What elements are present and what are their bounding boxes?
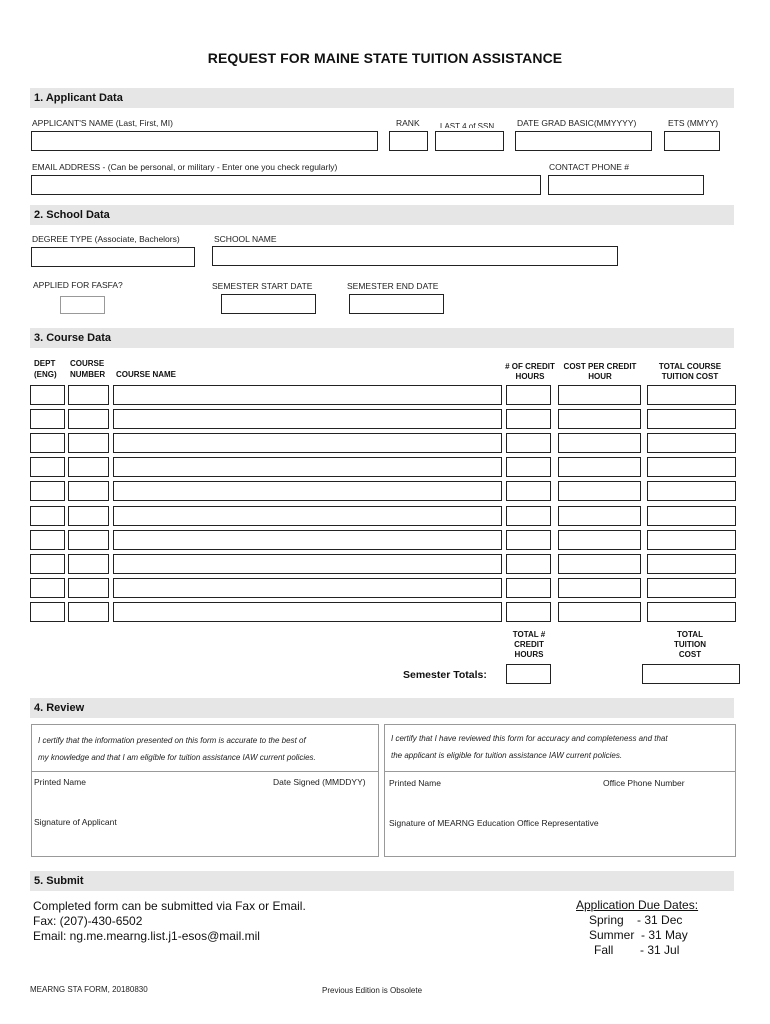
applicant-printed-name-label: Printed Name [34, 777, 86, 787]
applicant-name-label: APPLICANT'S NAME (Last, First, MI) [32, 118, 173, 128]
total-tuition-cost-label: TOTAL TUITION COST [674, 630, 706, 659]
school-label: SCHOOL NAME [214, 234, 277, 244]
total-course-cost-field[interactable] [647, 481, 736, 501]
course-name-field[interactable] [113, 385, 502, 405]
cost-per-credit-field[interactable] [558, 602, 641, 622]
course-name-field[interactable] [113, 506, 502, 526]
cost-per-credit-field[interactable] [558, 530, 641, 550]
total-credit-hours-label: TOTAL # CREDIT HOURS [512, 630, 546, 659]
course-name-field[interactable] [113, 481, 502, 501]
course-number-field[interactable] [68, 481, 109, 501]
course-number-field[interactable] [68, 385, 109, 405]
office-phone-label: Office Phone Number [603, 778, 685, 788]
credit-hours-field[interactable] [506, 530, 551, 550]
section-school-header: 2. School Data [30, 205, 734, 225]
dept-header: DEPT (ENG) [34, 359, 57, 379]
dept-field[interactable] [30, 578, 65, 598]
cost-per-credit-field[interactable] [558, 554, 641, 574]
fasfa-field[interactable] [60, 296, 105, 314]
submit-email: Email: ng.me.mearng.list.j1-esos@mail.mil [33, 929, 260, 943]
total-course-cost-field[interactable] [647, 457, 736, 477]
course-number-field[interactable] [68, 409, 109, 429]
school-field[interactable] [212, 246, 618, 266]
applicant-name-field[interactable] [31, 131, 378, 151]
fasfa-label: APPLIED FOR FASFA? [33, 280, 123, 290]
credit-hours-field[interactable] [506, 554, 551, 574]
credit-hours-field[interactable] [506, 506, 551, 526]
course-number-field[interactable] [68, 578, 109, 598]
degree-label: DEGREE TYPE (Associate, Bachelors) [32, 234, 180, 244]
office-certification-line2: the applicant is eligible for tuition assistance IAW current policies. [391, 751, 623, 760]
form-id: MEARNG STA FORM, 20180830 [30, 985, 148, 994]
credit-hours-field[interactable] [506, 409, 551, 429]
fax-number: Fax: (207)-430-6502 [33, 914, 143, 928]
course-number-field[interactable] [68, 530, 109, 550]
ssn-field[interactable] [435, 131, 504, 151]
cost-per-credit-field[interactable] [558, 433, 641, 453]
dept-field[interactable] [30, 506, 65, 526]
submit-instructions: Completed form can be submitted via Fax or Email. [33, 899, 306, 913]
course-number-header: COURSE NUMBER [70, 359, 106, 379]
office-review-panel [384, 724, 736, 857]
office-certification-line1: I certify that I have reviewed this form for accuracy and completeness and that [391, 734, 668, 743]
course-name-field[interactable] [113, 554, 502, 574]
dept-field[interactable] [30, 530, 65, 550]
dept-field[interactable] [30, 433, 65, 453]
cost-per-credit-header: COST PER CREDIT HOUR [563, 362, 637, 381]
phone-field[interactable] [548, 175, 704, 195]
semester-start-label: SEMESTER START DATE [212, 281, 313, 291]
credit-hours-field[interactable] [506, 457, 551, 477]
page-title: REQUEST FOR MAINE STATE TUITION ASSISTANCE [207, 50, 563, 66]
due-summer: Summer - 31 May [589, 928, 688, 942]
course-number-field[interactable] [68, 506, 109, 526]
degree-field[interactable] [31, 247, 195, 267]
due-fall: Fall - 31 Jul [594, 943, 680, 957]
total-course-cost-field[interactable] [647, 433, 736, 453]
applicant-certification-line1: I certify that the information presented on this form is accurate to the best of [38, 736, 306, 745]
dept-field[interactable] [30, 457, 65, 477]
semester-totals-label: Semester Totals: [403, 669, 487, 681]
ssn-label: LAST 4 of SSN [440, 122, 495, 128]
total-course-cost-field[interactable] [647, 602, 736, 622]
office-printed-name-label: Printed Name [389, 778, 441, 788]
office-signature-label: Signature of MEARNG Education Office Representative [389, 818, 599, 828]
credit-hours-field[interactable] [506, 433, 551, 453]
cost-per-credit-field[interactable] [558, 457, 641, 477]
date-signed-label: Date Signed (MMDDYY) [273, 777, 366, 787]
credit-hours-header: # OF CREDIT HOURS [505, 362, 555, 381]
cost-per-credit-field[interactable] [558, 578, 641, 598]
course-name-field[interactable] [113, 433, 502, 453]
total-course-cost-field[interactable] [647, 409, 736, 429]
ets-field[interactable] [664, 131, 720, 151]
semester-end-field[interactable] [349, 294, 444, 314]
course-name-field[interactable] [113, 409, 502, 429]
credit-hours-field[interactable] [506, 385, 551, 405]
course-name-header: COURSE NAME [116, 370, 177, 379]
dept-field[interactable] [30, 554, 65, 574]
total-credit-hours-field[interactable] [506, 664, 551, 684]
course-name-field[interactable] [113, 602, 502, 622]
total-course-cost-field[interactable] [647, 385, 736, 405]
total-tuition-header: TOTAL COURSE TUITION COST [658, 362, 722, 381]
total-tuition-cost-field[interactable] [642, 664, 740, 684]
phone-label: CONTACT PHONE # [549, 162, 629, 172]
edition-note: Previous Edition is Obsolete [322, 986, 423, 995]
cost-per-credit-field[interactable] [558, 481, 641, 501]
cost-per-credit-field[interactable] [558, 409, 641, 429]
total-course-cost-field[interactable] [647, 578, 736, 598]
total-course-cost-field[interactable] [647, 554, 736, 574]
course-name-field[interactable] [113, 578, 502, 598]
cost-per-credit-field[interactable] [558, 385, 641, 405]
course-name-field[interactable] [113, 530, 502, 550]
rank-field[interactable] [389, 131, 428, 151]
course-number-field[interactable] [68, 433, 109, 453]
dept-field[interactable] [30, 385, 65, 405]
credit-hours-field[interactable] [506, 481, 551, 501]
credit-hours-field[interactable] [506, 602, 551, 622]
applicant-review-panel [31, 724, 379, 857]
ets-label: ETS (MMYY) [668, 118, 719, 128]
cost-per-credit-field[interactable] [558, 506, 641, 526]
credit-hours-field[interactable] [506, 578, 551, 598]
course-number-field[interactable] [68, 457, 109, 477]
semester-end-label: SEMESTER END DATE [347, 281, 439, 291]
total-course-cost-field[interactable] [647, 506, 736, 526]
dept-field[interactable] [30, 409, 65, 429]
applicant-signature-label: Signature of Applicant [34, 817, 117, 827]
dept-field[interactable] [30, 602, 65, 622]
section-submit-header: 5. Submit [30, 871, 734, 891]
course-number-field[interactable] [68, 602, 109, 622]
section-review-header: 4. Review [30, 698, 734, 718]
grad-date-label: DATE GRAD BASIC(MMYYYY) [517, 118, 637, 128]
grad-date-field[interactable] [515, 131, 652, 151]
course-name-field[interactable] [113, 457, 502, 477]
semester-start-field[interactable] [221, 294, 316, 314]
applicant-certification-line2: my knowledge and that I am eligible for tuition assistance IAW current policies. [38, 753, 316, 762]
rank-label: RANK [396, 118, 420, 128]
due-dates-title: Application Due Dates: [576, 898, 699, 912]
email-field[interactable] [31, 175, 541, 195]
email-label: EMAIL ADDRESS - (Can be personal, or military - Enter one you check regularly) [32, 162, 338, 172]
due-spring: Spring - 31 Dec [589, 913, 683, 927]
course-number-field[interactable] [68, 554, 109, 574]
total-course-cost-field[interactable] [647, 530, 736, 550]
section-course-header: 3. Course Data [30, 328, 734, 348]
dept-field[interactable] [30, 481, 65, 501]
section-applicant-header: 1. Applicant Data [30, 88, 734, 108]
